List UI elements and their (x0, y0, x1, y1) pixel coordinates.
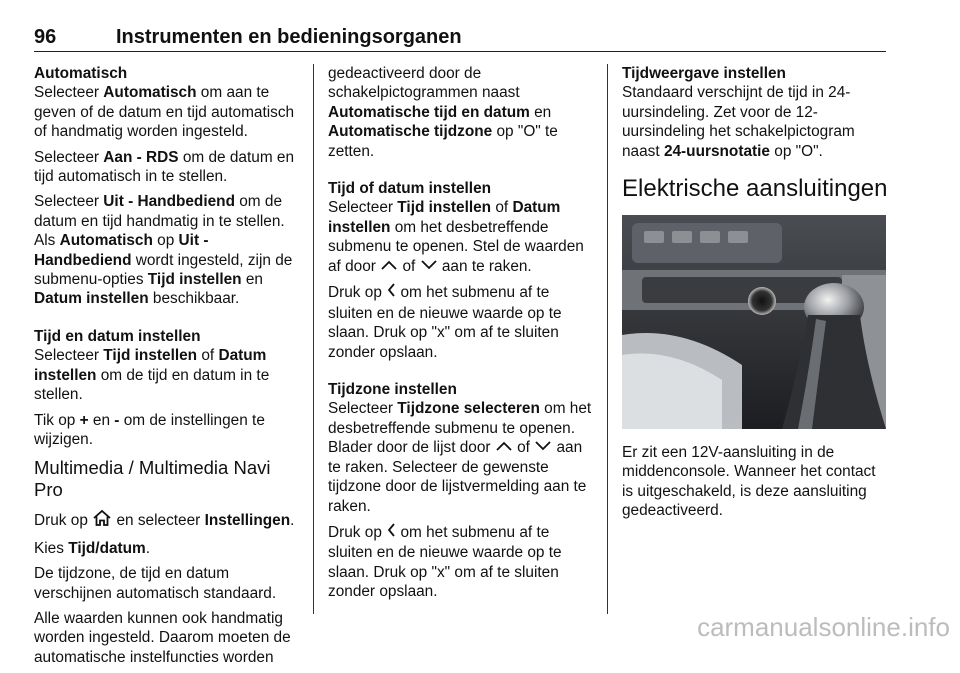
chapter-heading: Elektrische aansluitingen (622, 175, 888, 203)
text: om aan te geven of de datum en tijd automatisch of handmatig worden ingesteld. (34, 84, 295, 141)
term: Datum instellen (34, 290, 149, 308)
term: Instellingen (204, 512, 291, 530)
text: . (145, 539, 151, 557)
text: of (512, 439, 535, 457)
text: of (398, 257, 420, 275)
text: aan te raken. (437, 257, 532, 275)
text: om het desbetreffende submenu te openen. Stel de waarden af door (328, 218, 584, 275)
text: Selecteer (34, 148, 104, 166)
column-2 (328, 64, 594, 608)
section-title: Tijdzone instellen (328, 380, 457, 398)
text: wordt ingesteld, zijn de submenu-opties (34, 251, 293, 289)
paragraph (328, 179, 594, 276)
page-header (34, 24, 886, 52)
text: Standaard verschijnt de tijd in 24-uursindeling. Zet voor de 12-uursindeling het schakelpictogram naast (622, 84, 855, 160)
text: Druk op (328, 523, 387, 541)
page-number: 96 (34, 26, 57, 48)
text: op "O". (769, 142, 823, 160)
text: Selecteer (328, 400, 398, 418)
term: Automatisch (103, 84, 197, 102)
paragraph (328, 380, 594, 516)
chevron-left-icon (386, 282, 396, 303)
column-divider (313, 64, 314, 614)
section-title: Tijdweergave instellen (622, 65, 786, 82)
paragraph (34, 148, 300, 187)
term: Tijd instellen (103, 347, 198, 365)
text: om het desbetreffende submenu te openen. Blader door de lijst door (328, 400, 592, 457)
text: en (529, 103, 552, 121)
paragraph (34, 539, 300, 558)
running-title: Instrumenten en bedieningsorganen (116, 26, 462, 48)
chevron-up-icon (380, 257, 398, 276)
chevron-up-icon (495, 438, 513, 457)
text: aan te raken. Selecteer de gewenste tijdzone door de lijstvermelding aan te raken. (328, 439, 587, 515)
chevron-down-icon (420, 257, 438, 276)
paragraph: Er zit een 12V-aansluiting in de middenconsole. Wanneer het contact is uitgeschakeld, is deze aansluiting gedeactiveerd. (622, 444, 876, 520)
text: Kies (34, 539, 69, 557)
column-1 (34, 64, 300, 673)
term: + (79, 411, 89, 429)
term: Automatische tijd en datum (328, 103, 530, 121)
term: Datum instellen (328, 199, 561, 236)
text: of (197, 347, 219, 365)
paragraph (34, 192, 300, 308)
term: 24-uursnotatie (663, 142, 770, 160)
text: en (241, 271, 263, 289)
home-icon (92, 509, 112, 532)
term: Tijd instellen (147, 271, 242, 289)
text: gedeactiveerd door de schakelpictogrammen naast (328, 65, 520, 102)
text: of (491, 199, 513, 217)
paragraph (34, 64, 300, 142)
text: om de tijd en datum in te stellen. (34, 366, 270, 404)
paragraph (34, 327, 300, 405)
text: om het submenu af te sluiten en de nieuwe waarde op te slaan. Druk op "x" om af te sluiten zonder opslaan. (328, 523, 562, 601)
section-title: Automatisch (34, 65, 128, 82)
paragraph (34, 509, 300, 532)
text: om de datum en tijd automatisch in te stellen. (34, 148, 295, 186)
text: beschikbaar. (148, 290, 240, 308)
term: Uit - Handbediend (103, 193, 235, 211)
watermark: carmanualsonline.info (697, 612, 950, 642)
paragraph (328, 282, 594, 362)
paragraph (328, 64, 594, 161)
term: Tijd/datum (68, 539, 146, 557)
chevron-left-icon (386, 522, 396, 543)
text: om de datum en tijd handmatig in te stellen. Als (34, 193, 285, 250)
term: Automatisch (59, 232, 153, 250)
section-title: Tijd of datum instellen (328, 180, 492, 198)
term: Automatische tijdzone (328, 123, 493, 141)
paragraph: Alle waarden kunnen ook handmatig worden ingesteld. Daarom moeten de automatische instelfuncties worden (34, 609, 291, 666)
text: Selecteer (34, 347, 104, 365)
paragraph (34, 411, 300, 450)
term: Aan - RDS (103, 148, 179, 166)
text: en (88, 411, 115, 429)
text: Druk op (34, 512, 93, 530)
term: Datum instellen (34, 347, 267, 384)
text: en selecteer (112, 512, 205, 530)
text: Selecteer (34, 193, 104, 211)
paragraph (622, 64, 888, 161)
section-heading: Multimedia / Multimedia Navi Pro (34, 457, 271, 501)
text: op (152, 232, 179, 250)
text: op "O" te zetten. (328, 123, 558, 160)
term: Tijdzone selecteren (397, 400, 540, 418)
text: om de instellingen te wijzigen. (34, 411, 265, 448)
chevron-down-icon (534, 438, 552, 457)
term: Uit - Handbediend (34, 232, 209, 269)
text: . (290, 512, 295, 530)
column-divider (607, 64, 608, 614)
text: Selecteer (34, 84, 104, 102)
paragraph (328, 522, 594, 602)
term: - (114, 411, 120, 429)
column-3 (622, 64, 888, 527)
paragraph: De tijdzone, de tijd en datum verschijnen automatisch standaard. (34, 565, 277, 602)
text: Druk op (328, 284, 387, 302)
text: om het submenu af te sluiten en de nieuwe waarde op te slaan. Druk op "x" om af te sluiten zonder opslaan. (328, 284, 562, 361)
text: Tik op (34, 411, 80, 429)
console-photo (622, 215, 886, 429)
term: Tijd instellen (397, 199, 492, 217)
text: Selecteer (328, 199, 398, 217)
section-title: Tijd en datum instellen (34, 327, 201, 345)
